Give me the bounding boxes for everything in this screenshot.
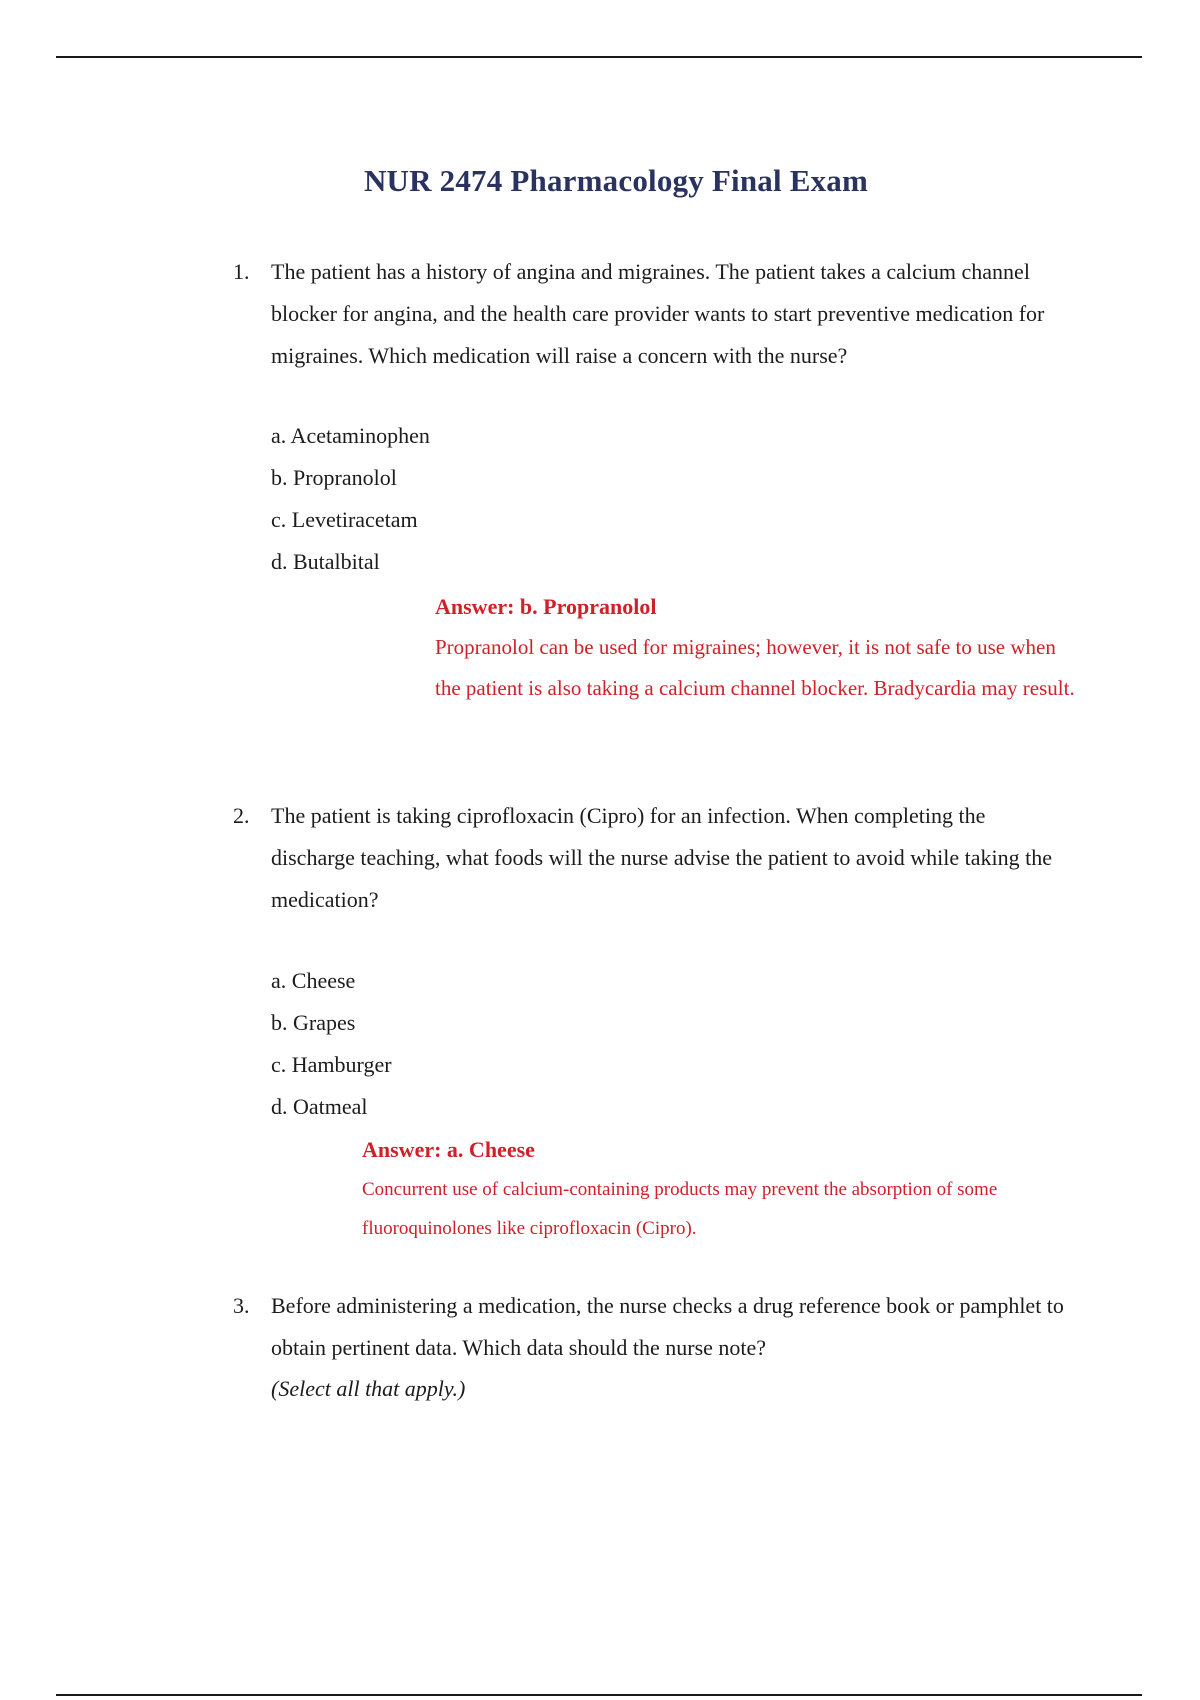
question-1-options <box>271 415 430 583</box>
question-text: The patient is taking ciprofloxacin (Cipro) for an infection. When completing the discharge teaching, what foods will the nurse advise the patient to avoid while taking the medication? <box>271 803 1052 912</box>
question-text: The patient has a history of angina and migraines. The patient takes a calcium channel blocker for angina, and the health care provider wants to start preventive medication for migraines. Which medication will raise a concern with the nurse? <box>271 259 1045 368</box>
answer-block-1 <box>435 587 1085 709</box>
top-rule <box>56 56 1142 58</box>
answer-label: Answer: b. Propranolol <box>435 594 657 619</box>
option-c: c. Levetiracetam <box>271 507 418 532</box>
answer-rationale: Concurrent use of calcium-containing products may prevent the absorption of some fluoroquinolones like ciprofloxacin (Cipro). <box>362 1179 998 1239</box>
bottom-rule <box>56 1694 1142 1696</box>
question-number: 3. <box>233 1293 250 1318</box>
option-b: b. Grapes <box>271 1010 356 1035</box>
option-b: b. Propranolol <box>271 465 397 490</box>
question-body: Before administering a medication, the nurse checks a drug reference book or pamphlet to obtain pertinent data. Which data should the nurse note? <box>271 1293 1064 1360</box>
option-d: d. Butalbital <box>271 549 380 574</box>
option-c: c. Hamburger <box>271 1052 392 1077</box>
question-number: 2. <box>233 803 250 828</box>
option-a: a. Acetaminophen <box>271 423 430 448</box>
option-d: d. Oatmeal <box>271 1094 368 1119</box>
option-a: a. Cheese <box>271 968 356 993</box>
answer-label: Answer: a. Cheese <box>362 1137 535 1162</box>
question-2-options <box>271 960 392 1128</box>
page-title: NUR 2474 Pharmacology Final Exam <box>363 162 869 198</box>
question-number: 1. <box>233 259 250 284</box>
question-text <box>271 1285 1071 1409</box>
question-note: (Select all that apply.) <box>271 1376 466 1401</box>
answer-rationale: Propranolol can be used for migraines; however, it is not safe to use when the patient is also taking a calcium channel blocker. Bradycardia may result. <box>435 635 1075 700</box>
answer-block-2 <box>362 1130 1082 1248</box>
